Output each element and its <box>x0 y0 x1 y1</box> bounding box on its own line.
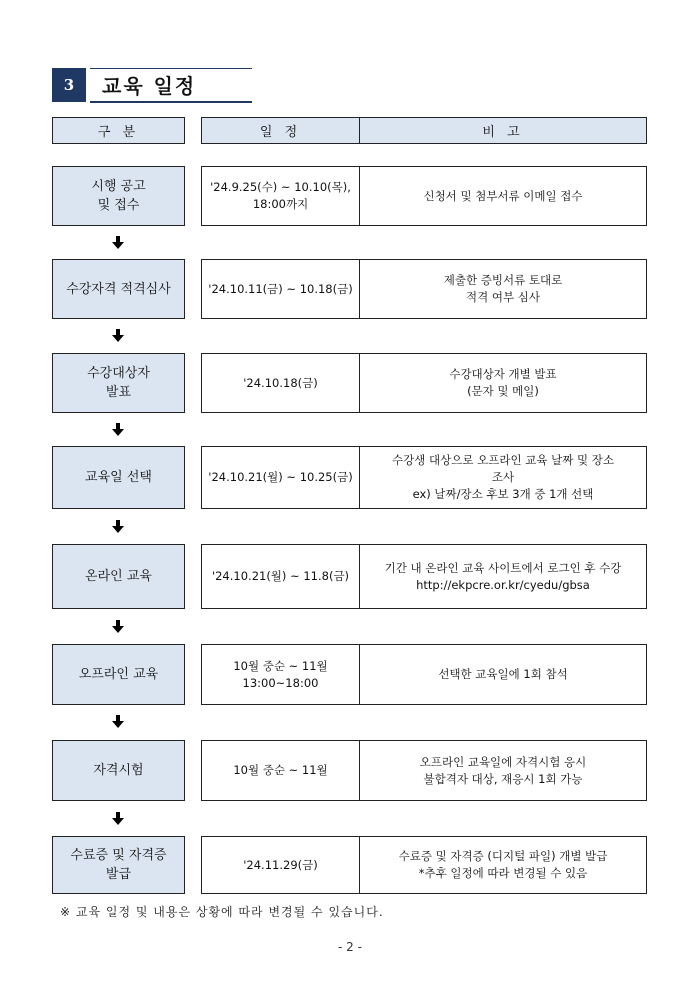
step-date: '24.10.21(월) ~ 10.25(금) <box>202 447 360 508</box>
arrow-down-icon <box>110 329 126 343</box>
section-rule-top <box>90 68 252 69</box>
arrow-down-icon <box>110 236 126 250</box>
arrow-down-icon <box>110 715 126 729</box>
arrow-down-icon <box>110 423 126 437</box>
step-detail <box>201 166 647 226</box>
step-date: 10월 중순 ~ 11월 <box>202 741 360 800</box>
step-note: 수료증 및 자격증 (디지털 파일) 개별 발급 *추후 일정에 따라 변경될 수 있음 <box>398 849 608 880</box>
step-detail <box>201 836 647 894</box>
step-note: 선택한 교육일에 1회 참석 <box>438 667 568 681</box>
arrow-down-icon <box>110 620 126 634</box>
step-detail <box>201 644 647 705</box>
step-label: 온라인 교육 <box>52 544 185 609</box>
step-detail <box>201 353 647 413</box>
section-title: 교육 일정 <box>102 74 197 98</box>
step-label: 자격시험 <box>52 740 185 801</box>
header-schedule-note <box>201 117 647 144</box>
section-rule-bottom <box>90 101 252 103</box>
section-header <box>52 68 252 104</box>
page-number: - 2 - <box>338 940 362 954</box>
step-detail <box>201 740 647 801</box>
step-note: 오프라인 교육일에 자격시험 응시 불합격자 대상, 재응시 1회 가능 <box>419 754 587 786</box>
arrow-down-icon <box>110 812 126 826</box>
step-label: 교육일 선택 <box>52 446 185 509</box>
step-date: '24.10.11(금) ~ 10.18(금) <box>202 260 360 318</box>
footnote: ※ 교육 일정 및 내용은 상황에 따라 변경될 수 있습니다. <box>60 905 384 919</box>
header-note: 비 고 <box>482 125 524 140</box>
step-note: 수강생 대상으로 오프라인 교육 날짜 및 장소 조사 ex) 날짜/장소 후보 3개 중 1개 선택 <box>392 453 614 501</box>
section-number: 3 <box>52 68 86 102</box>
step-label: 오프라인 교육 <box>52 644 185 705</box>
step-label: 시행 공고 및 접수 <box>52 166 185 226</box>
step-note: 제출한 증빙서류 토대로 적격 여부 심사 <box>443 273 563 304</box>
step-label: 수료증 및 자격증 발급 <box>52 836 185 894</box>
step-detail <box>201 259 647 319</box>
arrow-down-icon <box>110 520 126 534</box>
step-note: 수강대상자 개별 발표 (문자 및 메일) <box>449 367 557 398</box>
step-detail <box>201 544 647 609</box>
step-label: 수강대상자 발표 <box>52 353 185 413</box>
header-date: 일 정 <box>202 118 360 143</box>
step-detail <box>201 446 647 509</box>
step-date: '24.11.29(금) <box>202 837 360 893</box>
step-date: '24.10.21(월) ~ 11.8(금) <box>202 545 360 608</box>
step-note: 신청서 및 첨부서류 이메일 접수 <box>423 188 583 203</box>
step-date: '24.10.18(금) <box>202 354 360 412</box>
step-label: 수강자격 적격심사 <box>52 259 185 319</box>
step-date: 10월 중순 ~ 11월 13:00~18:00 <box>202 645 360 704</box>
step-date: '24.9.25(수) ~ 10.10(목), 18:00까지 <box>202 167 360 225</box>
header-step: 구 분 <box>52 117 185 144</box>
step-note: 기간 내 온라인 교육 사이트에서 로그인 후 수강 http://ekpcre.or.kr/cyedu/gbsa <box>384 560 622 592</box>
